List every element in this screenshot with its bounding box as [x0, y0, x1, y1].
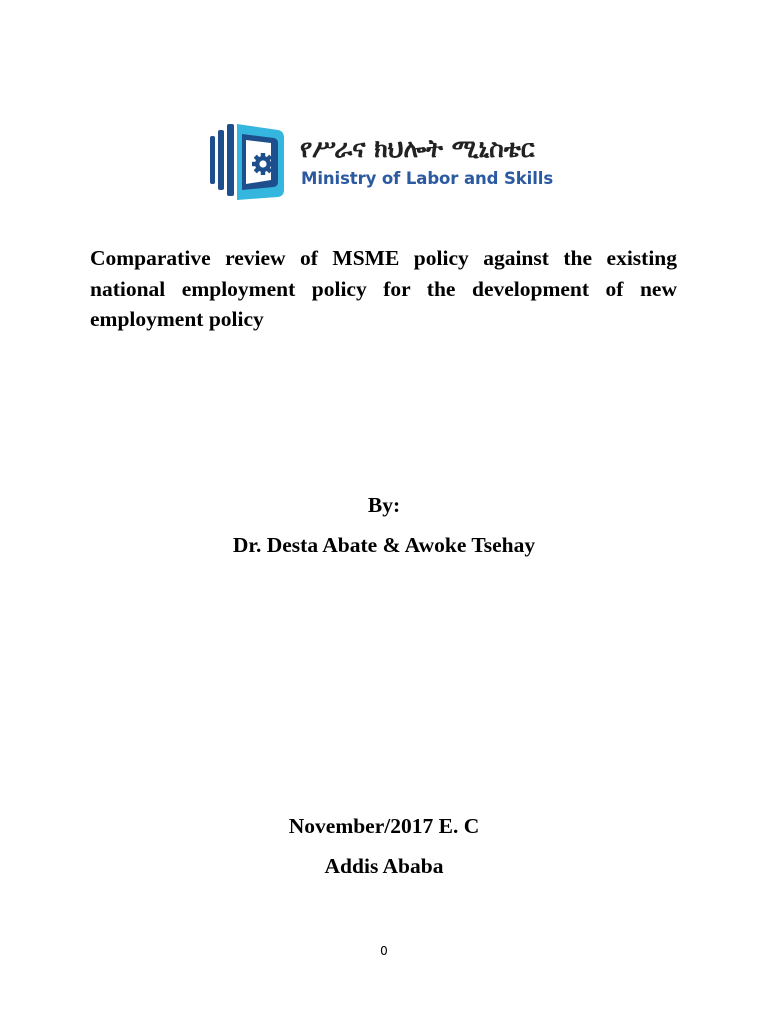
ministry-name-english: Ministry of Labor and Skills [301, 169, 554, 188]
book-gear-icon [208, 116, 292, 204]
authors: Dr. Desta Abate & Awoke Tsehay [232, 533, 536, 557]
by-label: By: [367, 493, 401, 517]
publication-place: Addis Ababa [324, 854, 444, 878]
document-title: Comparative review of MSME policy against the existing national employment policy for the development of new employment policy [90, 246, 677, 331]
ministry-name-amharic: የሥራና ክህሎት ሚኒስቴር [300, 134, 535, 163]
page-number: 0 [380, 944, 388, 958]
ministry-logo [208, 116, 560, 204]
publication-date: November/2017 E. C [288, 814, 480, 838]
